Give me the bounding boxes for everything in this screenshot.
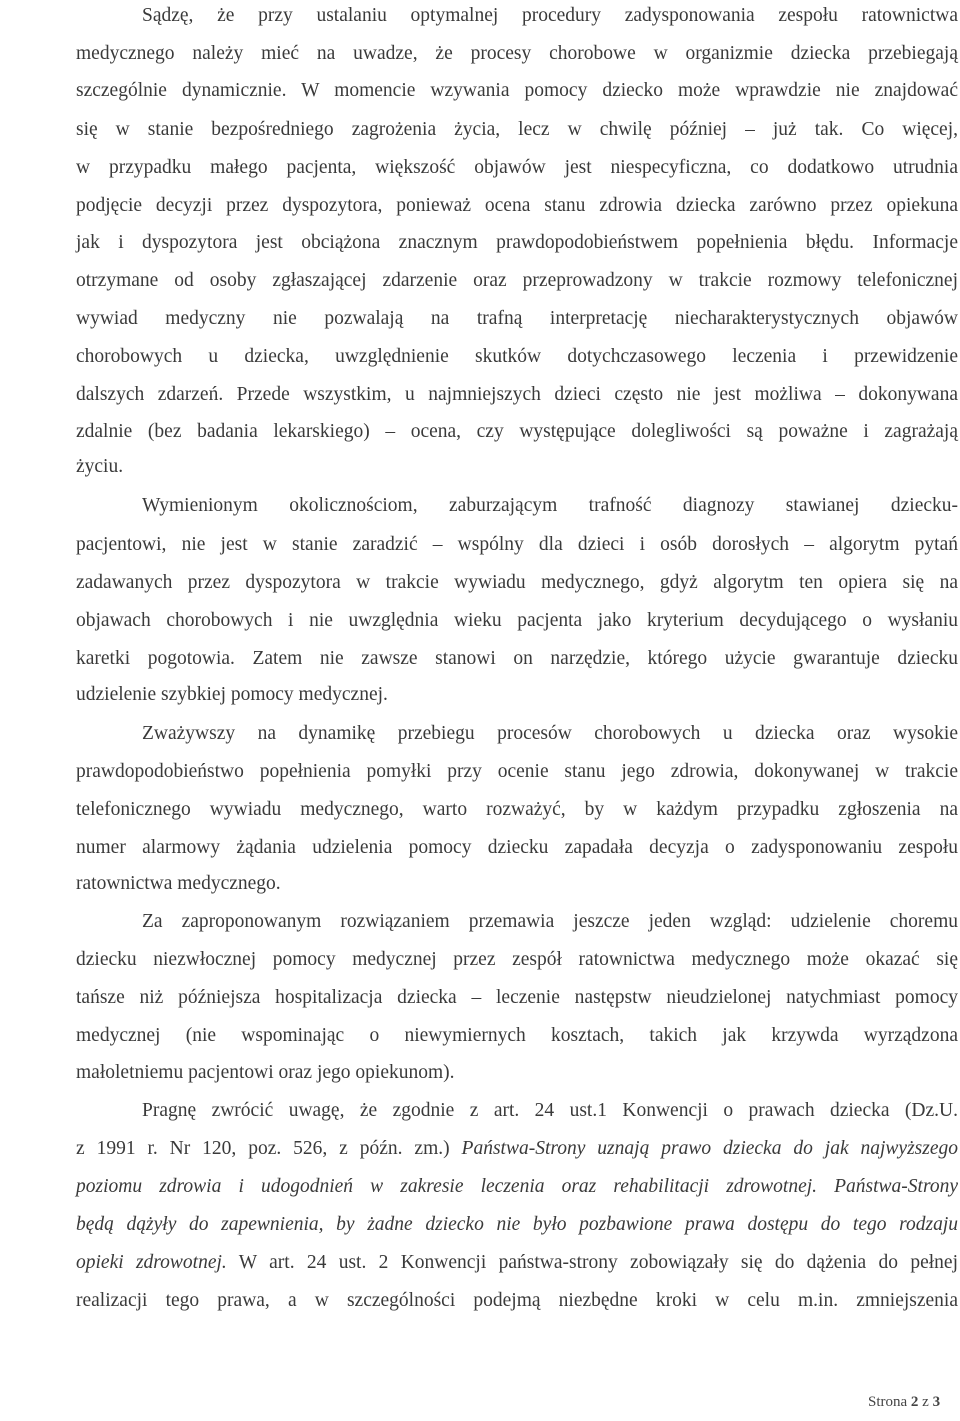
text-segment: W art. 24 ust. 2 Konwencji państwa-strony zobowiązały się do dążenia do pełnej [238,1252,958,1273]
text-line: Za zaproponowanym rozwiązaniem przemawia jeszcze jeden wzgląd: udzielenie choremu [142,911,958,932]
text-line: pacjentowi, nie jest w stanie zaradzić – wspólny dla dzieci i osób dorosłych – algorytm pytań [76,534,958,555]
text-line: Zważywszy na dynamikę przebiegu procesów chorobowych u dziecka oraz wysokie [142,723,958,744]
text-line: otrzymane od osoby zgłaszającej zdarzenie oraz przeprowadzony w trakcie rozmowy telefonicznej [76,270,958,291]
text-line: w przypadku małego pacjenta, większość objawów jest niespecyficzna, co dodatkowo utrudnia [76,157,958,178]
text-line: życiu. [76,456,124,477]
text-line: zdalnie (bez badania lekarskiego) – ocena, czy występujące dolegliwości są poważne i zagrażają [76,421,958,442]
text-line: ratownictwa medycznego. [76,873,281,894]
text-line: medycznego należy mieć na uwadze, że procesy chorobowe w organizmie dziecka przebiegają [76,43,958,64]
text-line: objawach chorobowych i nie uwzględnia wieku pacjenta jako kryterium decydującego o wysłaniu [76,610,958,631]
current-page-number: 2 [910,1394,919,1410]
text-line mixed-line [76,1251,958,1275]
text-line: Wymienionym okolicznościom, zaburzającym trafność diagnozy stawianej dziecku- [142,495,958,516]
page-separator: z [922,1394,929,1410]
quoted-text-line [76,1213,958,1237]
text-line: karetki pogotowia. Zatem nie zawsze stanowi on narzędzie, którego użycie gwarantuje dziecku [76,648,958,669]
text-segment: z 1991 r. Nr 120, poz. 526, z późn. zm.) [76,1138,450,1159]
quoted-text-line [76,1175,958,1199]
page-number-footer [868,1392,940,1412]
text-line: podjęcie decyzji przez dyspozytora, ponieważ ocena stanu zdrowia dziecka zarówno przez opiekuna [76,195,958,216]
text-line: udzielenie szybkiej pomocy medycznej. [76,684,388,705]
quoted-text: Państwa-Strony uznają prawo dziecka do jak najwyższego [461,1138,959,1159]
text-line: realizacji tego prawa, a w szczególności podejmą niezbędne kroki w celu m.in. zmniejszenia [76,1290,958,1311]
quoted-text: opieki zdrowotnej. [76,1252,227,1273]
total-page-count: 3 [932,1394,941,1410]
text-line mixed-line [76,1137,958,1161]
text-line: chorobowych u dziecka, uwzględnienie skutków dotychczasowego leczenia i przewidzenie [76,346,958,367]
text-line: numer alarmowy żądania udzielenia pomocy dziecku zapadała decyzja o zadysponowaniu zespołu [76,837,958,858]
quoted-text: będą dążyły do zapewnienia, by żadne dziecko nie było pozbawione prawa dostępu do tego rodzaju [76,1214,958,1235]
text-line: wywiad medyczny nie pozwalają na trafną interpretację niecharakterystycznych objawów [76,308,958,329]
text-line: prawdopodobieństwo popełnienia pomyłki przy ocenie stanu jego zdrowia, dokonywanej w trakcie [76,761,958,782]
text-line: jak i dyspozytora jest obciążona znacznym prawdopodobieństwem popełnienia błędu. Informacje [76,232,958,253]
page-label: Strona [868,1394,908,1410]
text-line: zadawanych przez dyspozytora w trakcie wywiadu medycznego, gdyż algorytm ten opiera się na [76,572,958,593]
text-line: telefonicznego wywiadu medycznego, warto rozważyć, by w każdym przypadku zgłoszenia na [76,799,958,820]
text-line: szczególnie dynamicznie. W momencie wzywania pomocy dziecko może wprawdzie nie znajdować [76,80,958,101]
text-line: dziecku niezwłocznej pomocy medycznej przez zespół ratownictwa medycznego może okazać się [76,949,958,970]
text-line: dalszych zdarzeń. Przede wszystkim, u najmniejszych dzieci często nie jest możliwa – dokonywana [76,384,958,405]
text-line: medycznej (nie wspominając o niewymiernych kosztach, takich jak krzywda wyrządzona [76,1025,958,1046]
text-line: tańsze niż późniejsza hospitalizacja dziecka – leczenie następstw nieudzielonej natychmiast pomocy [76,987,958,1008]
quoted-text: poziomu zdrowia i udogodnień w zakresie leczenia oraz rehabilitacji zdrowotnej. Państwa-Strony [76,1176,958,1197]
text-line: małoletniemu pacjentowi oraz jego opiekunom). [76,1062,455,1083]
text-line: Sądzę, że przy ustalaniu optymalnej procedury zadysponowania zespołu ratownictwa [142,5,958,26]
text-line: Pragnę zwrócić uwagę, że zgodnie z art. 24 ust.1 Konwencji o prawach dziecka (Dz.U. [142,1100,958,1121]
text-line: się w stanie bezpośredniego zagrożenia życia, lecz w chwilę później – już tak. Co więcej, [76,119,958,140]
